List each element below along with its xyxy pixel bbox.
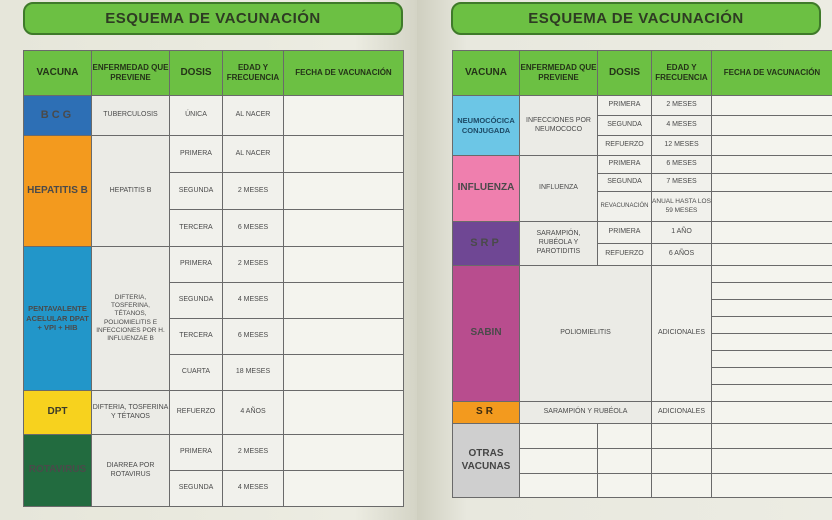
dose-cell: TERCERA xyxy=(170,319,223,355)
blank-field[interactable] xyxy=(520,474,598,498)
table-row xyxy=(453,424,832,449)
date-field[interactable] xyxy=(284,391,404,435)
date-field[interactable] xyxy=(712,174,832,192)
vaccine-neumococica: NEUMOCÓCICA CONJUGADA xyxy=(453,96,520,156)
date-field[interactable] xyxy=(712,283,832,300)
date-field[interactable] xyxy=(712,424,832,449)
right-title-banner xyxy=(451,2,821,35)
date-field[interactable] xyxy=(284,355,404,391)
date-field[interactable] xyxy=(712,116,832,136)
date-field[interactable] xyxy=(712,96,832,116)
age-cell: 1 AÑO xyxy=(652,222,712,244)
vaccine-sr: SR xyxy=(453,402,520,424)
table-row xyxy=(24,136,404,173)
blank-field[interactable] xyxy=(520,424,598,449)
table-row xyxy=(453,266,832,283)
age-cell: 18 MESES xyxy=(223,355,284,391)
date-field[interactable] xyxy=(284,435,404,471)
blank-field[interactable] xyxy=(652,474,712,498)
blank-field[interactable] xyxy=(598,424,652,449)
age-cell: ADICIONALES xyxy=(652,266,712,402)
table-row xyxy=(453,156,832,174)
vaccine-rotavirus: ROTAVIRUS xyxy=(24,435,92,507)
age-cell: AL NACER xyxy=(223,96,284,136)
vaccine-pentavalente: PENTAVALENTE ACELULAR DPAT + VPI + HIB xyxy=(24,247,92,391)
disease-cell: DIFTERIA, TOSFERINA, TÉTANOS, POLIOMIELITIS E INFECCIONES POR H. INFLUENZAE B xyxy=(92,247,170,391)
vaccine-otras: OTRAS VACUNAS xyxy=(453,424,520,498)
blank-field[interactable] xyxy=(652,424,712,449)
blank-field[interactable] xyxy=(598,474,652,498)
date-field[interactable] xyxy=(712,136,832,156)
age-cell: 12 MESES xyxy=(652,136,712,156)
date-field[interactable] xyxy=(712,244,832,266)
dose-cell: TERCERA xyxy=(170,210,223,247)
date-field[interactable] xyxy=(712,300,832,317)
dose-cell: PRIMERA xyxy=(170,435,223,471)
age-cell: 2 MESES xyxy=(223,173,284,210)
vaccine-influenza: INFLUENZA xyxy=(453,156,520,222)
table-row xyxy=(24,391,404,435)
date-field[interactable] xyxy=(712,266,832,283)
table-row xyxy=(453,402,832,424)
header-fecha: FECHA DE VACUNACIÓN xyxy=(712,51,832,96)
right-header-row xyxy=(453,51,832,96)
dose-cell: SEGUNDA xyxy=(170,173,223,210)
disease-cell: DIFTERIA, TOSFERINA Y TÉTANOS xyxy=(92,391,170,435)
header-dosis: DOSIS xyxy=(170,51,223,96)
dose-cell: REFUERZO xyxy=(170,391,223,435)
date-field[interactable] xyxy=(712,449,832,474)
age-cell: AL NACER xyxy=(223,136,284,173)
dose-cell: CUARTA xyxy=(170,355,223,391)
age-cell: 7 MESES xyxy=(652,174,712,192)
vaccine-bcg: BCG xyxy=(24,96,92,136)
date-field[interactable] xyxy=(284,136,404,173)
table-row xyxy=(453,222,832,244)
date-field[interactable] xyxy=(284,471,404,507)
date-field[interactable] xyxy=(712,334,832,351)
date-field[interactable] xyxy=(284,173,404,210)
dose-cell: REFUERZO xyxy=(598,244,652,266)
header-dosis: DOSIS xyxy=(598,51,652,96)
date-field[interactable] xyxy=(284,319,404,355)
age-cell: ANUAL HASTA LOS 59 MESES xyxy=(652,192,712,222)
date-field[interactable] xyxy=(712,385,832,402)
vaccine-hepatitis-b: HEPATITIS B xyxy=(24,136,92,247)
date-field[interactable] xyxy=(712,156,832,174)
header-enfermedad: ENFERMEDAD QUE PREVIENE xyxy=(520,51,598,96)
right-schedule-table xyxy=(452,50,832,498)
header-fecha: FECHA DE VACUNACIÓN xyxy=(284,51,404,96)
date-field[interactable] xyxy=(284,247,404,283)
dose-cell: REFUERZO xyxy=(598,136,652,156)
age-cell: 4 AÑOS xyxy=(223,391,284,435)
table-row xyxy=(453,96,832,116)
date-field[interactable] xyxy=(712,368,832,385)
right-title: ESQUEMA DE VACUNACIÓN xyxy=(528,10,744,27)
dose-cell: PRIMERA xyxy=(170,136,223,173)
blank-field[interactable] xyxy=(598,449,652,474)
dose-cell: SEGUNDA xyxy=(170,283,223,319)
age-cell: 4 MESES xyxy=(223,283,284,319)
header-edad: EDAD Y FRECUENCIA xyxy=(652,51,712,96)
age-cell: 6 AÑOS xyxy=(652,244,712,266)
dose-cell: PRIMERA xyxy=(598,96,652,116)
age-cell: ADICIONALES xyxy=(652,402,712,424)
age-cell: 4 MESES xyxy=(223,471,284,507)
header-vacuna: VACUNA xyxy=(24,51,92,96)
age-cell: 6 MESES xyxy=(652,156,712,174)
blank-field[interactable] xyxy=(652,449,712,474)
age-cell: 4 MESES xyxy=(652,116,712,136)
header-vacuna: VACUNA xyxy=(453,51,520,96)
blank-field[interactable] xyxy=(520,449,598,474)
age-cell: 2 MESES xyxy=(223,247,284,283)
header-enfermedad: ENFERMEDAD QUE PREVIENE xyxy=(92,51,170,96)
dose-cell: SEGUNDA xyxy=(598,174,652,192)
vaccine-dpt: DPT xyxy=(24,391,92,435)
left-schedule-table xyxy=(23,50,404,507)
date-field[interactable] xyxy=(284,210,404,247)
vaccine-srp: SRP xyxy=(453,222,520,266)
right-page xyxy=(417,0,832,520)
dose-cell: PRIMERA xyxy=(598,222,652,244)
disease-cell: SARAMPIÓN, RUBÉOLA Y PAROTIDITIS xyxy=(520,222,598,266)
disease-cell: POLIOMIELITIS xyxy=(520,266,652,402)
disease-cell: HEPATITIS B xyxy=(92,136,170,247)
dose-cell: PRIMERA xyxy=(170,247,223,283)
dose-cell: ÚNICA xyxy=(170,96,223,136)
age-cell: 6 MESES xyxy=(223,319,284,355)
date-field[interactable] xyxy=(712,222,832,244)
disease-cell: INFLUENZA xyxy=(520,156,598,222)
table-row xyxy=(24,435,404,471)
left-header-row xyxy=(24,51,404,96)
disease-cell: SARAMPIÓN Y RUBÉOLA xyxy=(520,402,652,424)
age-cell: 2 MESES xyxy=(652,96,712,116)
age-cell: 2 MESES xyxy=(223,435,284,471)
date-field[interactable] xyxy=(712,402,832,424)
header-edad: EDAD Y FRECUENCIA xyxy=(223,51,284,96)
disease-cell: DIARREA POR ROTAVIRUS xyxy=(92,435,170,507)
left-title-banner xyxy=(23,2,403,35)
table-row xyxy=(24,96,404,136)
vaccine-sabin: SABIN xyxy=(453,266,520,402)
dose-cell: REVACUNACIÓN xyxy=(598,192,652,222)
dose-cell: SEGUNDA xyxy=(170,471,223,507)
age-cell: 6 MESES xyxy=(223,210,284,247)
date-field[interactable] xyxy=(284,96,404,136)
date-field[interactable] xyxy=(284,283,404,319)
date-field[interactable] xyxy=(712,317,832,334)
date-field[interactable] xyxy=(712,474,832,498)
dose-cell: PRIMERA xyxy=(598,156,652,174)
disease-cell: INFECCIONES POR NEUMOCOCO xyxy=(520,96,598,156)
date-field[interactable] xyxy=(712,192,832,222)
table-row xyxy=(24,247,404,283)
dose-cell: SEGUNDA xyxy=(598,116,652,136)
date-field[interactable] xyxy=(712,351,832,368)
disease-cell: TUBERCULOSIS xyxy=(92,96,170,136)
left-title: ESQUEMA DE VACUNACIÓN xyxy=(105,10,321,27)
